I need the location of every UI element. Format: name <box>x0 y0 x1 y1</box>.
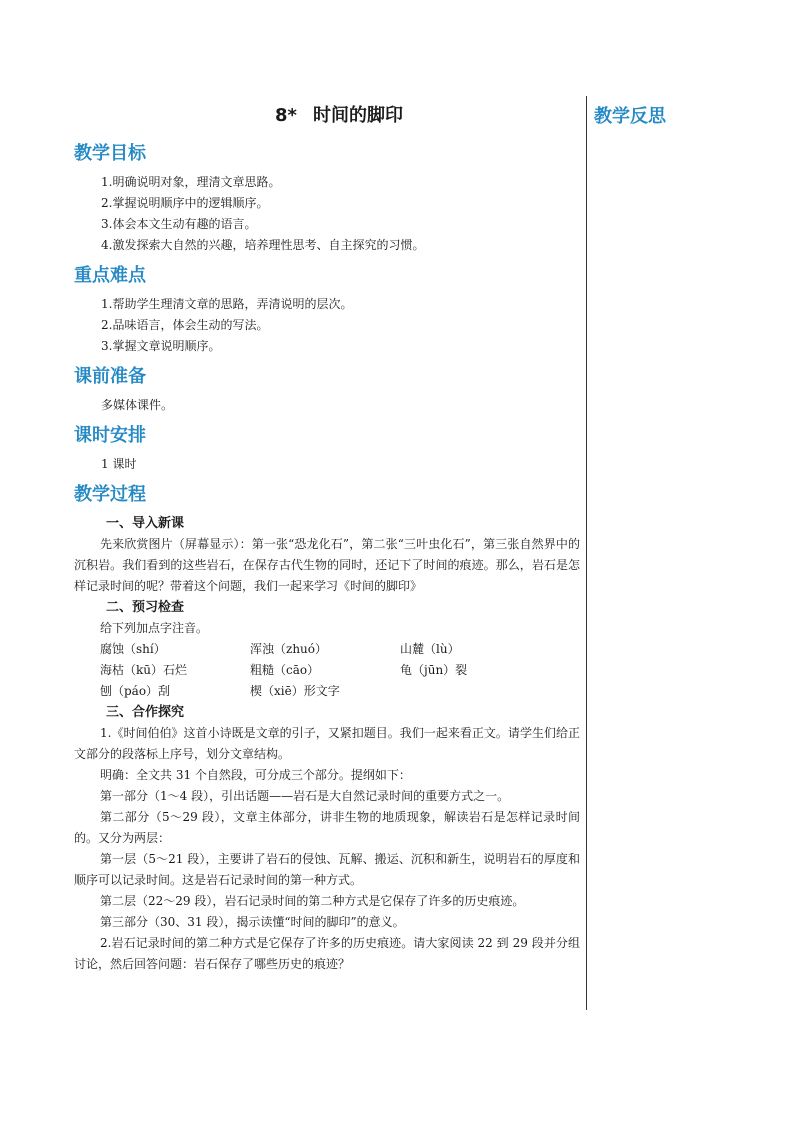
phonetic-item: 海枯（kū）石烂 <box>100 663 188 677</box>
explore-paragraph: 1.《时间伯伯》这首小诗既是文章的引子，又紧扣题目。我们一起来看正文。请学生们给正文部分的段落标上序号，划分文章结构。 <box>74 726 580 761</box>
list-item: 1.帮助学生理清文章的思路，弄清说明的层次。 <box>101 297 353 311</box>
list-item: 4.激发探索大自然的兴趣，培养理性思考、自主探究的习惯。 <box>101 238 425 252</box>
list-item: 3.掌握文章说明顺序。 <box>101 339 221 353</box>
lesson-title <box>74 104 580 128</box>
phonetic-item: 粗糙（cāo） <box>250 663 320 677</box>
phonetic-item: 龟（jūn）裂 <box>400 663 468 677</box>
intro-paragraph: 先来欣赏图片（屏幕显示）：第一张“恐龙化石”，第二张“三叶虫化石”，第三张自然界中的沉积岩。我们看到的这些岩石，在保存古代生物的同时，还记下了时间的痕迹。那么，岩石是怎样记录时间的呢？带着这个问题，我们一起来学习《时间的脚印》 <box>74 537 580 593</box>
explore-heading: 三、合作探究 <box>106 705 185 720</box>
explore-paragraph: 2.岩石记录时间的第二种方式是它保存了许多的历史痕迹。请大家阅读 22 到 29 段并分组讨论，然后回答问题：岩石保存了哪些历史的痕迹？ <box>74 936 580 971</box>
explore-paragraph: 第二部分（5～29 段），文章主体部分，讲非生物的地质现象，解读岩石是怎样记录时间的。又分为两层： <box>74 810 580 845</box>
phonetic-item: 楔（xiē）形文字 <box>250 684 340 698</box>
lesson-name: 时间的脚印 <box>312 105 403 126</box>
list-item: 2.掌握说明顺序中的逻辑顺序。 <box>101 196 269 210</box>
phonetic-item: 腐蚀（shí） <box>100 642 166 656</box>
preparation-text: 多媒体课件。 <box>101 398 174 412</box>
explore-paragraph: 明确：全文共 31 个自然段，可分成三个部分。提纲如下： <box>100 768 411 782</box>
phonetic-row <box>74 660 580 681</box>
objectives-list <box>74 172 580 256</box>
phonetic-row <box>74 639 580 660</box>
lesson-number: 8* <box>275 105 297 126</box>
phonetic-item: 浑浊（zhuó） <box>250 642 328 656</box>
explore-paragraph: 第三部分（30、31 段），揭示读懂“时间的脚印”的意义。 <box>100 915 405 929</box>
column-divider <box>586 96 587 1010</box>
preparation-heading: 课前准备 <box>74 366 146 387</box>
key-points-list <box>74 294 580 357</box>
list-item: 1.明确说明对象，理清文章思路。 <box>101 175 281 189</box>
explore-paragraph: 第一部分（1～4 段），引出话题——岩石是大自然记录时间的重要方式之一。 <box>100 789 510 803</box>
reflection-heading: 教学反思 <box>594 106 666 127</box>
list-item: 2.品味语言，体会生动的写法。 <box>101 318 269 332</box>
preview-heading: 二、预习检查 <box>106 600 185 615</box>
phonetic-row <box>74 681 580 702</box>
explore-paragraph: 第一层（5～21 段），主要讲了岩石的侵蚀、瓦解、搬运、沉积和新生，说明岩石的厚度和顺序可以记录时间。这是岩石记录时间的第一种方式。 <box>74 852 580 887</box>
schedule-heading: 课时安排 <box>74 425 146 446</box>
phonetic-item: 刨（páo）刮 <box>100 684 171 698</box>
list-item: 3.体会本文生动有趣的语言。 <box>101 217 257 231</box>
explore-paragraph: 第二层（22～29 段），岩石记录时间的第二种方式是它保存了许多的历史痕迹。 <box>100 894 525 908</box>
intro-heading: 一、导入新课 <box>106 516 185 531</box>
preview-intro: 给下列加点字注音。 <box>100 621 209 635</box>
schedule-text: 1 课时 <box>101 457 137 471</box>
objectives-heading: 教学目标 <box>74 143 146 164</box>
key-points-heading: 重点难点 <box>74 265 146 286</box>
lesson-plan <box>74 104 580 975</box>
phonetic-item: 山麓（lù） <box>400 642 460 656</box>
process-heading: 教学过程 <box>74 484 146 505</box>
